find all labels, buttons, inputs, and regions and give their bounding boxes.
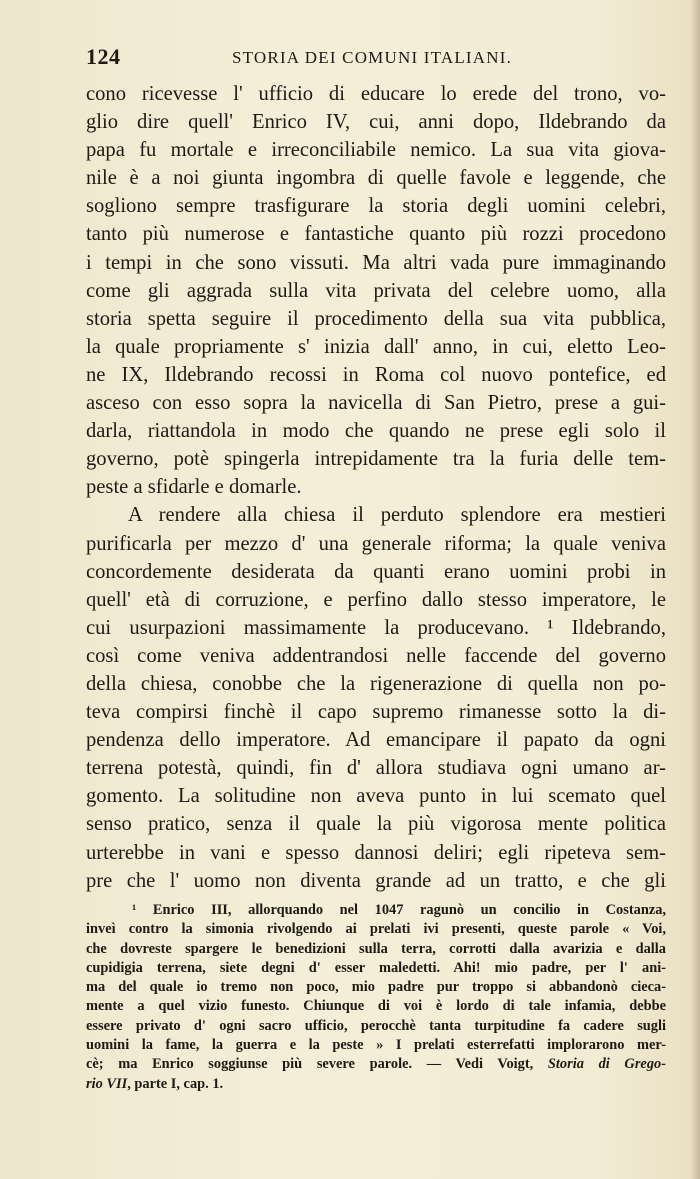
book-title-italic: Storia di Grego- [547, 1056, 666, 1073]
text-line: gomento. La solitudine non aveva punto in lui scemato quel [86, 785, 666, 808]
footnote-line: ma del quale io tremo non poco, mio padre pur troppo si abbandonò cieca- [86, 979, 666, 996]
text-line: terrena potestà, quindi, fin d' allora studiava ogni umano ar- [86, 757, 666, 780]
text-line: teva compirsi finchè il capo supremo rimanesse sotto la di- [86, 701, 666, 724]
text-line: storia spetta seguire il procedimento della sua vita pubblica, [86, 307, 666, 330]
text-line: quell' età di corruzione, e perfino dallo stesso imperatore, le [86, 588, 666, 611]
footnote-line: essere privato d' ogni sacro ufficio, perocchè tanta turpitudine fa cadere sugli [86, 1017, 666, 1034]
text-line: sogliono sempre trasfigurare la storia degli uomini celebri, [86, 195, 666, 218]
footnote-citation: , parte I, cap. 1. [127, 1075, 224, 1092]
text-line: della chiesa, conobbe che la rigenerazione di quella non po- [86, 672, 666, 695]
footnote-line [86, 1075, 666, 1094]
text-line: concordemente desiderata da quanti erano uomini probi in [86, 560, 666, 583]
text-line: come gli aggrada sulla vita privata del celebre uomo, alla [86, 279, 666, 302]
footnote-line: che dovreste spargere le benedizioni sulla terra, corrotti dalla avarizia e dalla [86, 940, 666, 957]
text-line: governo, potè spingerla intrepidamente tra la furia delle tem- [86, 448, 666, 471]
page-spine-shadow [690, 0, 700, 1179]
text-line: peste a sfidarle e domarle. [86, 476, 302, 499]
page-header [86, 44, 666, 72]
text-line: papa fu mortale e irreconciliabile nemico. La sua vita giova- [86, 139, 666, 162]
text-line: urterebbe in vani e spesso dannosi deliri; egli ripeteva sem- [86, 841, 666, 864]
paragraph-start-line: A rendere alla chiesa il perduto splendore era mestieri [128, 504, 666, 527]
text-line: darla, riattandola in modo che quando ne prese egli solo il [86, 420, 666, 443]
text-line: asceso con esso sopra la navicella di San Pietro, prese a gui- [86, 392, 666, 415]
text-line: tanto più numerose e fantastiche quanto più rozzi procedono [86, 223, 666, 246]
text-line: cui usurpazioni massimamente la producevano. ¹ Ildebrando, [86, 616, 666, 639]
running-title: STORIA DEI COMUNI ITALIANI. [232, 48, 513, 67]
main-text [86, 80, 666, 895]
footnote [86, 901, 666, 1094]
text-line: così come veniva addentrandosi nelle faccende del governo [86, 644, 666, 667]
footnote-line: mente a quel vizio funesto. Chiunque di voi è lordo di tale infamia, debbe [86, 998, 666, 1015]
text-line: pre che l' uomo non diventa grande ad un tratto, e che gli [86, 869, 666, 892]
text-line: cono ricevesse l' ufficio di educare lo erede del trono, vo- [86, 83, 666, 105]
text-line: ne IX, Ildebrando recossi in Roma col nuovo pontefice, ed [86, 363, 666, 386]
text-line: i tempi in che sono vissuti. Ma altri vada pure immaginando [86, 251, 666, 274]
text-line: la quale propriamente s' inizia dall' anno, in cui, eletto Leo- [86, 335, 666, 358]
text-line: pendenza dello imperatore. Ad emancipare il papato da ogni [86, 729, 666, 752]
footnote-line: ¹ Enrico III, allorquando nel 1047 ragunò un concilio in Costanza, [132, 902, 666, 918]
footnote-line [86, 1055, 666, 1074]
book-title-italic-cont: rio VII [86, 1075, 128, 1092]
text-line: purificarla per mezzo d' una generale riforma; la quale veniva [86, 532, 666, 555]
footnote-line: cupidigia terrena, siete degni d' esser maledetti. Ahi! mio padre, per l' ani- [86, 959, 666, 976]
footnote-line-text: cè; ma Enrico soggiunse più severe parole. — Vedi Voigt, [86, 1056, 548, 1073]
text-line: glio dire quell' Enrico IV, cui, anni dopo, Ildebrando da [86, 111, 666, 134]
footnote-line: inveì contro la simonia rivolgendo ai prelati ivi presenti, queste parole « Voi, [86, 921, 666, 938]
footnote-line: uomini la fame, la guerra e la peste » I prelati esterrefatti implorarono mer- [86, 1037, 666, 1054]
text-line: senso pratico, senza il quale la più vigorosa mente politica [86, 813, 666, 836]
page-number: 124 [86, 44, 121, 69]
text-line: nile è a noi giunta ingombra di quelle favole e leggende, che [86, 167, 666, 190]
